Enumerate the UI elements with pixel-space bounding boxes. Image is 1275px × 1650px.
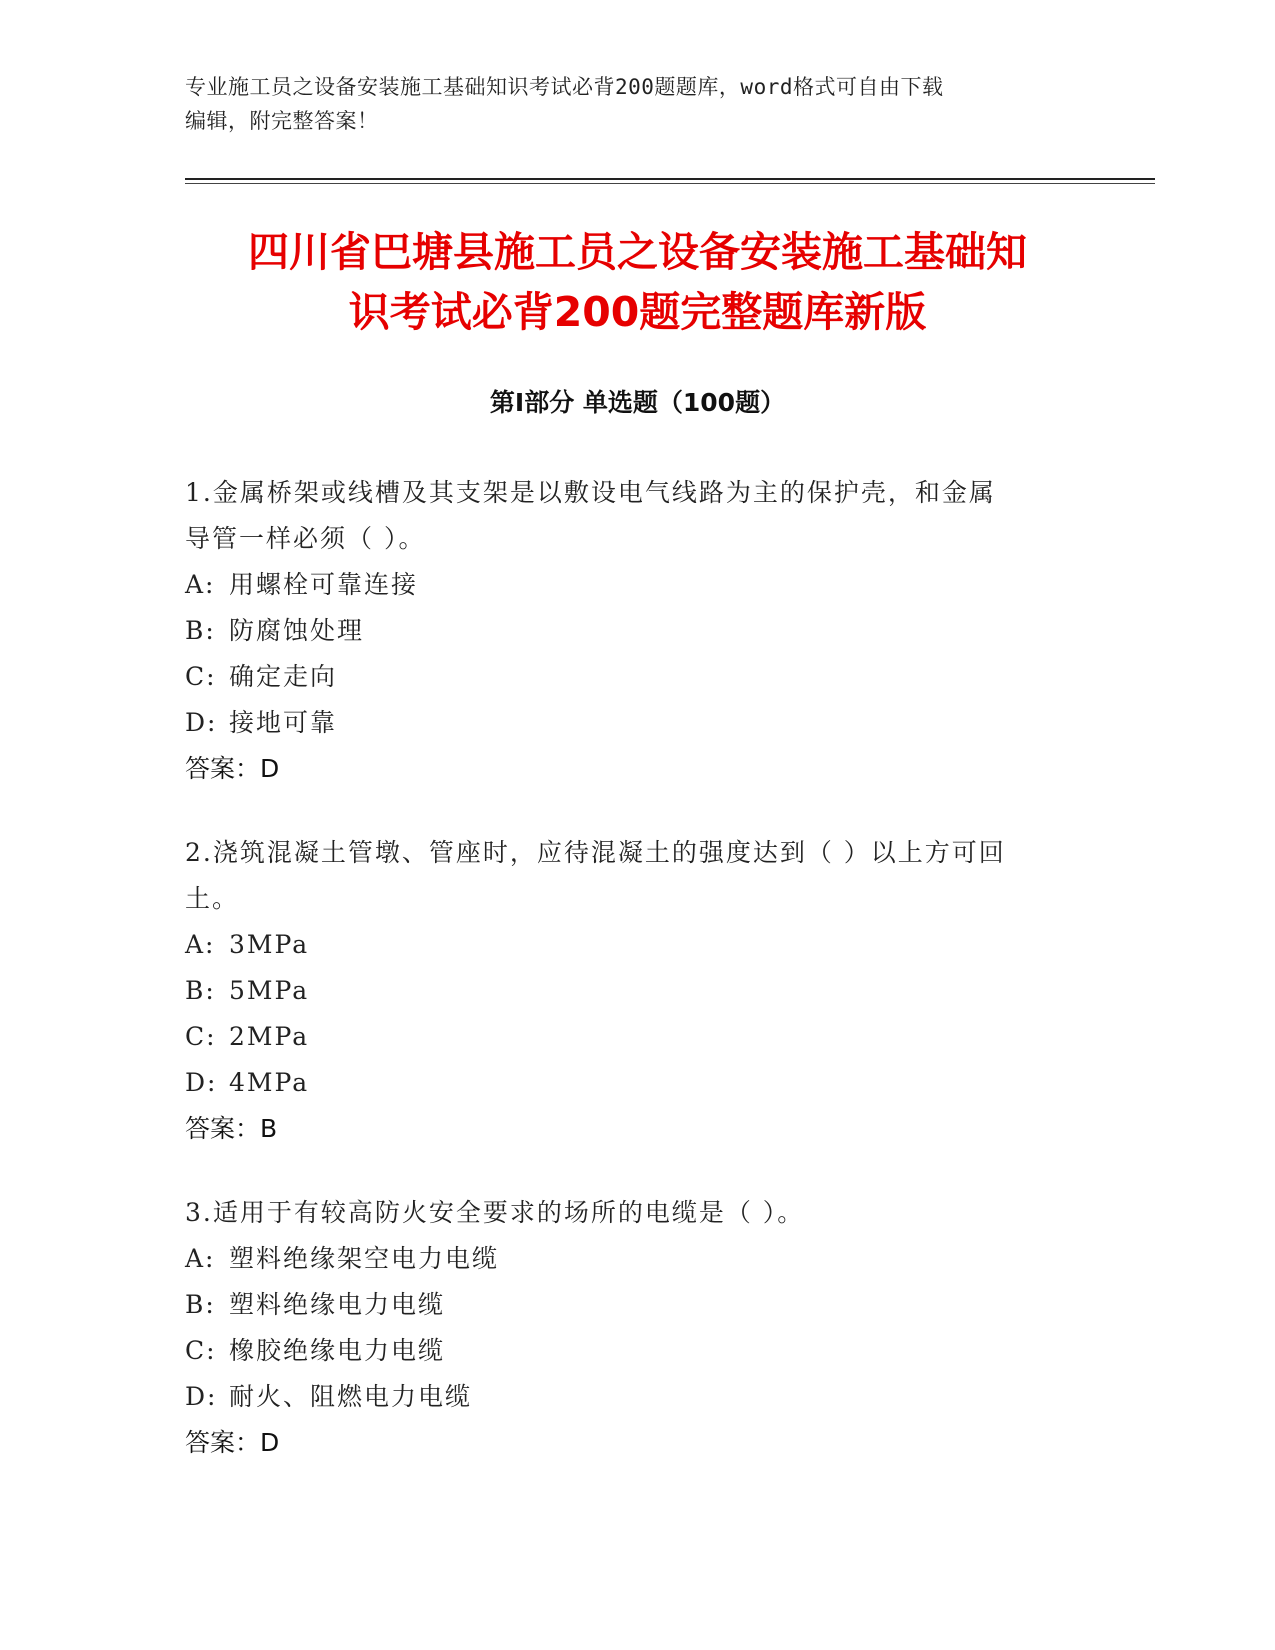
option-text: 塑料绝缘架空电力电缆 [229, 1244, 500, 1273]
header-divider-thin [185, 183, 1155, 184]
option-letter: C: [185, 662, 217, 691]
option-letter: A: [185, 1244, 216, 1273]
question-stem-line-1: 3.适用于有较高防火安全要求的场所的电缆是（ ）。 [185, 1198, 805, 1227]
document-title-line-1: 四川省巴塘县施工员之设备安装施工基础知 [248, 228, 1027, 276]
header-note [185, 70, 1065, 138]
option-d [185, 1374, 1065, 1420]
question-stem [185, 470, 1065, 562]
option-letter: D: [185, 1382, 218, 1411]
option-letter: D: [185, 1068, 218, 1097]
option-letter: A: [185, 570, 216, 599]
answer-line: 答案：D [185, 754, 280, 783]
option-letter: C: [185, 1336, 217, 1365]
option-text: 2MPa [229, 1022, 310, 1051]
question-stem [185, 1190, 1065, 1236]
option-text: 5MPa [229, 976, 310, 1005]
answer-line: 答案：B [185, 1114, 278, 1143]
header-note-line-2: 编辑，附完整答案！ [185, 109, 379, 133]
option-letter: C: [185, 1022, 217, 1051]
question-stem-line-1: 2.浇筑混凝土管墩、管座时，应待混凝土的强度达到（ ）以上方可回 [185, 838, 1006, 867]
option-text: 耐火、阻燃电力电缆 [229, 1382, 473, 1411]
question-stem [185, 830, 1065, 922]
option-a [185, 562, 1065, 608]
option-b [185, 608, 1065, 654]
option-text: 4MPa [229, 1068, 310, 1097]
option-a [185, 922, 1065, 968]
option-c [185, 654, 1065, 700]
header-divider-thick [185, 178, 1155, 180]
option-c [185, 1014, 1065, 1060]
document-title-line-2: 识考试必背200题完整题库新版 [348, 288, 927, 336]
option-d [185, 700, 1065, 746]
document-title [150, 222, 1125, 342]
option-letter: D: [185, 708, 218, 737]
question-3 [185, 1190, 1065, 1466]
option-b [185, 968, 1065, 1014]
option-letter: B: [185, 976, 216, 1005]
option-text: 橡胶绝缘电力电缆 [229, 1336, 446, 1365]
answer-line: 答案：D [185, 1428, 280, 1457]
option-text: 塑料绝缘电力电缆 [229, 1290, 446, 1319]
option-b [185, 1282, 1065, 1328]
option-letter: B: [185, 1290, 216, 1319]
option-text: 确定走向 [229, 662, 338, 691]
section-heading: 第Ⅰ部分 单选题（100题） [489, 388, 786, 417]
question-2 [185, 830, 1065, 1152]
option-text: 用螺栓可靠连接 [229, 570, 419, 599]
option-a [185, 1236, 1065, 1282]
option-letter: B: [185, 616, 216, 645]
option-text: 接地可靠 [229, 708, 338, 737]
option-letter: A: [185, 930, 216, 959]
header-note-line-1: 专业施工员之设备安装施工基础知识考试必背200题题库，word格式可自由下载 [185, 75, 944, 99]
question-1 [185, 470, 1065, 792]
option-c [185, 1328, 1065, 1374]
option-d [185, 1060, 1065, 1106]
question-stem-line-2: 导管一样必须（ ）。 [185, 524, 426, 553]
option-text: 3MPa [229, 930, 310, 959]
option-text: 防腐蚀处理 [229, 616, 365, 645]
question-stem-line-2: 土。 [185, 884, 240, 913]
question-stem-line-1: 1.金属桥架或线槽及其支架是以敷设电气线路为主的保护壳，和金属 [185, 478, 996, 507]
